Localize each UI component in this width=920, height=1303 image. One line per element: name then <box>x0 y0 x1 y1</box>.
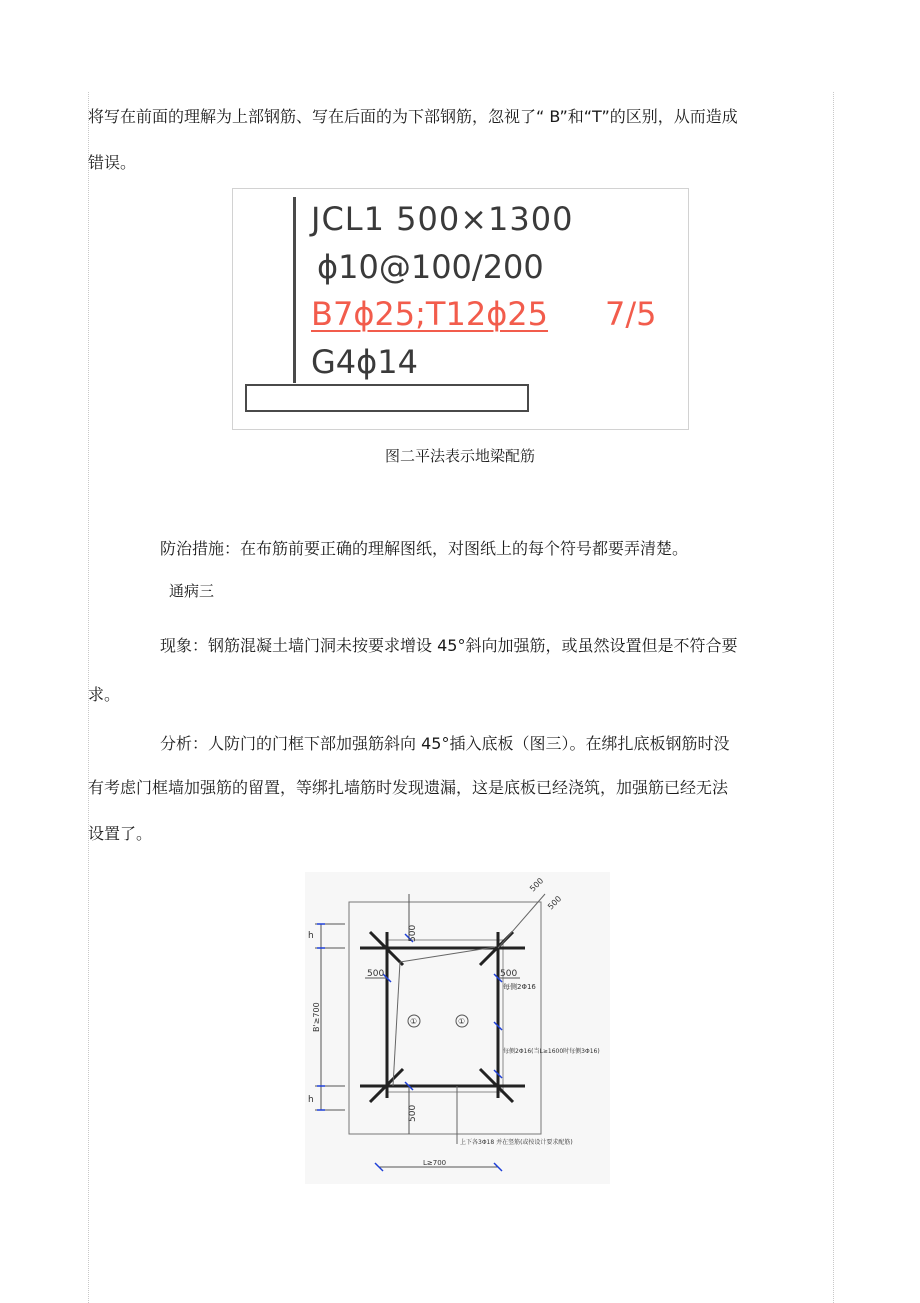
paragraph-line: 错误。 <box>88 153 137 172</box>
beam-label-line3-tail: 7/5 <box>605 295 657 333</box>
paragraph-line: 将写在前面的理解为上部钢筋、写在后面的为下部钢筋，忽视了“ B”和“T”的区别，从而造成 <box>88 107 738 126</box>
dim-500-label: 500 <box>408 1104 418 1122</box>
beam-outline <box>245 384 529 412</box>
dim-width-label: L≥700 <box>423 1159 447 1167</box>
beam-label-line3-highlight: B7ϕ25;T12ϕ25 <box>311 295 549 333</box>
beam-label-line2: ϕ10@100/200 <box>317 248 544 286</box>
leader-line <box>293 197 296 383</box>
section-heading: 通病三 <box>169 582 215 600</box>
dim-height-label: B'≥700 <box>312 1002 321 1032</box>
beam-label-line4: G4ϕ14 <box>311 343 418 381</box>
figure-2-beam-notation <box>232 188 689 430</box>
dim-h-label: h <box>308 1095 314 1105</box>
paragraph-line: 分析：人防门的门框下部加强筋斜向 45°插入底板（图三）。在绑扎底板钢筋时没 <box>160 734 730 753</box>
door-frame-drawing <box>305 872 610 1184</box>
figure-3-door-frame-rebar <box>305 872 610 1184</box>
diag-dim-label: 500 <box>546 894 564 912</box>
diag-dim-label: 500 <box>528 876 546 894</box>
paragraph-line: 设置了。 <box>88 824 153 843</box>
rebar-note: 上下各3Φ18 并在竖筋(或按设计要求配筋) <box>460 1139 573 1146</box>
figure-2-caption: 图二平法表示地梁配筋 <box>384 447 535 465</box>
rebar-note: 每侧2Φ16(当L≥1600时每侧3Φ16) <box>503 1048 600 1055</box>
paragraph-line: 现象：钢筋混凝土墙门洞未按要求增设 45°斜向加强筋，或虽然设置但是不符合要 <box>160 636 738 655</box>
paragraph-line: 求。 <box>88 685 121 704</box>
paragraph-line: 防治措施：在布筋前要正确的理解图纸，对图纸上的每个符号都要弄清楚。 <box>160 539 689 558</box>
rebar-note: 每侧2Φ16 <box>503 983 536 991</box>
dim-500-label: 500 <box>367 969 385 979</box>
paragraph-line: 有考虑门框墙加强筋的留置，等绑扎墙筋时发现遗漏，这是底板已经浇筑，加强筋已经无法 <box>88 778 729 797</box>
dim-500-label: 500 <box>500 969 518 979</box>
beam-label-line1: JCL1 500×1300 <box>311 200 574 238</box>
svg-text:①: ① <box>458 1017 466 1026</box>
dim-500-label: 500 <box>408 924 418 942</box>
dim-h-label: h <box>308 931 314 941</box>
svg-text:①: ① <box>410 1017 418 1026</box>
